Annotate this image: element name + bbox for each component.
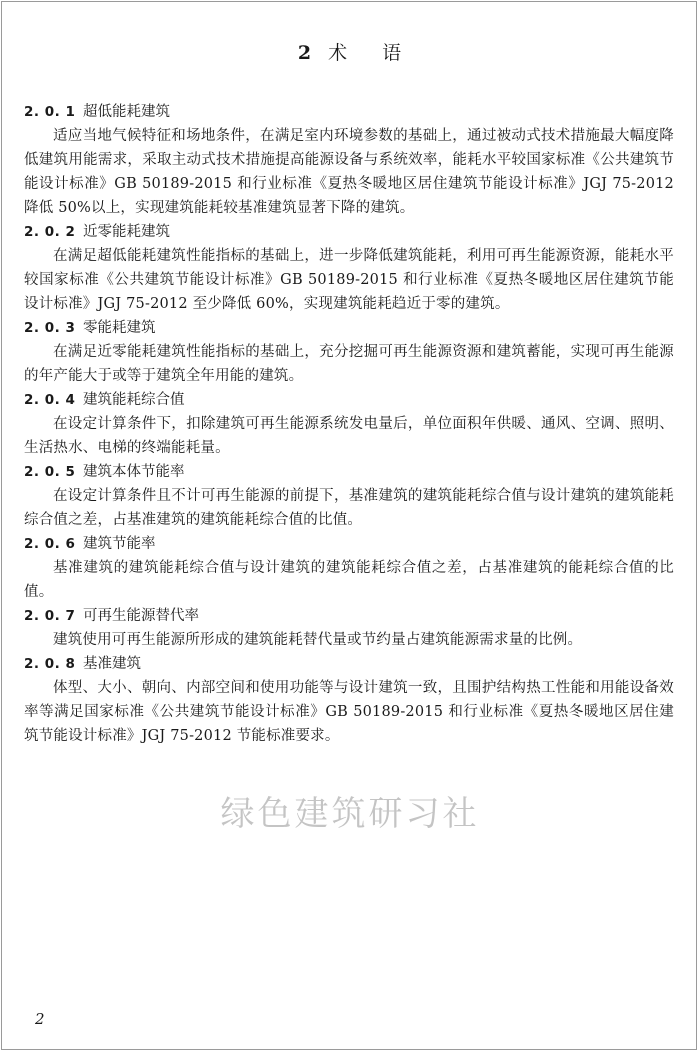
- term-number: 2. 0. 8: [24, 656, 76, 672]
- term-entry: [24, 100, 674, 220]
- term-entry: [24, 604, 674, 652]
- term-name: 超低能耗建筑: [83, 104, 170, 120]
- term-definition: 在设定计算条件且不计可再生能源的前提下，基准建筑的建筑能耗综合值与设计建筑的建筑能耗综合值之差，占基准建筑的建筑能耗综合值的比值。: [24, 488, 674, 528]
- term-name: 建筑本体节能率: [83, 464, 185, 480]
- page-number: 2: [35, 1010, 45, 1028]
- chapter-title-part1: 术: [328, 42, 349, 64]
- term-number: 2. 0. 2: [24, 224, 76, 240]
- term-entry: [24, 532, 674, 604]
- term-definition: 建筑使用可再生能源所形成的建筑能耗替代量或节约量占建筑能源需求量的比例。: [53, 632, 583, 648]
- term-heading: [24, 220, 674, 244]
- term-number: 2. 0. 5: [24, 464, 76, 480]
- term-heading: [24, 532, 674, 556]
- term-number: 2. 0. 7: [24, 608, 76, 624]
- term-definition: 基准建筑的建筑能耗综合值与设计建筑的建筑能耗综合值之差，占基准建筑的能耗综合值的比值。: [24, 560, 674, 600]
- term-entry: [24, 220, 674, 316]
- term-name: 基准建筑: [83, 656, 141, 672]
- term-definition: 在满足近零能耗建筑性能指标的基础上，充分挖掘可再生能源资源和建筑蓄能，实现可再生能源的年产能大于或等于建筑全年用能的建筑。: [24, 344, 674, 384]
- term-heading: [24, 652, 674, 676]
- term-name: 建筑能耗综合值: [83, 392, 185, 408]
- term-heading: [24, 316, 674, 340]
- term-definition: 在设定计算条件下，扣除建筑可再生能源系统发电量后，单位面积年供暖、通风、空调、照明、生活热水、电梯的终端能耗量。: [24, 416, 674, 456]
- watermark-text: 绿色建筑研习社: [220, 794, 480, 834]
- term-entry: [24, 316, 674, 388]
- term-name: 建筑节能率: [83, 536, 156, 552]
- chapter-title-part2: 语: [382, 42, 403, 64]
- term-number: 2. 0. 4: [24, 392, 76, 408]
- term-definition: 适应当地气候特征和场地条件，在满足室内环境参数的基础上，通过被动式技术措施最大幅度降低建筑用能需求，采取主动式技术措施提高能源设备与系统效率，能耗水平较国家标准《公共建筑节能设计标准》GB 50189-2015 和行业标准《夏热冬暖地区居住建筑节能设计标准》JGJ 75-2012 降低 50%以上，实现建筑能耗较基准建筑显著下降的建筑。: [24, 128, 674, 216]
- term-definition: 体型、大小、朝向、内部空间和使用功能等与设计建筑一致，且围护结构热工性能和用能设备效率等满足国家标准《公共建筑节能设计标准》GB 50189-2015 和行业标准《夏热冬暖地区居住建筑节能设计标准》JGJ 75-2012 节能标准要求。: [24, 680, 674, 744]
- term-number: 2. 0. 6: [24, 536, 76, 552]
- term-entry: [24, 388, 674, 460]
- chapter-number: 2: [297, 42, 313, 64]
- chapter-title: [0, 38, 700, 65]
- term-name: 可再生能源替代率: [83, 608, 199, 624]
- term-number: 2. 0. 1: [24, 104, 76, 120]
- term-entry: [24, 652, 674, 748]
- term-number: 2. 0. 3: [24, 320, 76, 336]
- terms-list: [24, 100, 674, 748]
- term-heading: [24, 604, 674, 628]
- term-heading: [24, 100, 674, 124]
- term-entry: [24, 460, 674, 532]
- term-heading: [24, 460, 674, 484]
- term-heading: [24, 388, 674, 412]
- term-name: 零能耗建筑: [83, 320, 156, 336]
- term-name: 近零能耗建筑: [83, 224, 170, 240]
- term-definition: 在满足超低能耗建筑性能指标的基础上，进一步降低建筑能耗，利用可再生能源资源，能耗水平较国家标准《公共建筑节能设计标准》GB 50189-2015 和行业标准《夏热冬暖地区居住建筑节能设计标准》JGJ 75-2012 至少降低 60%，实现建筑能耗趋近于零的建筑。: [24, 248, 674, 312]
